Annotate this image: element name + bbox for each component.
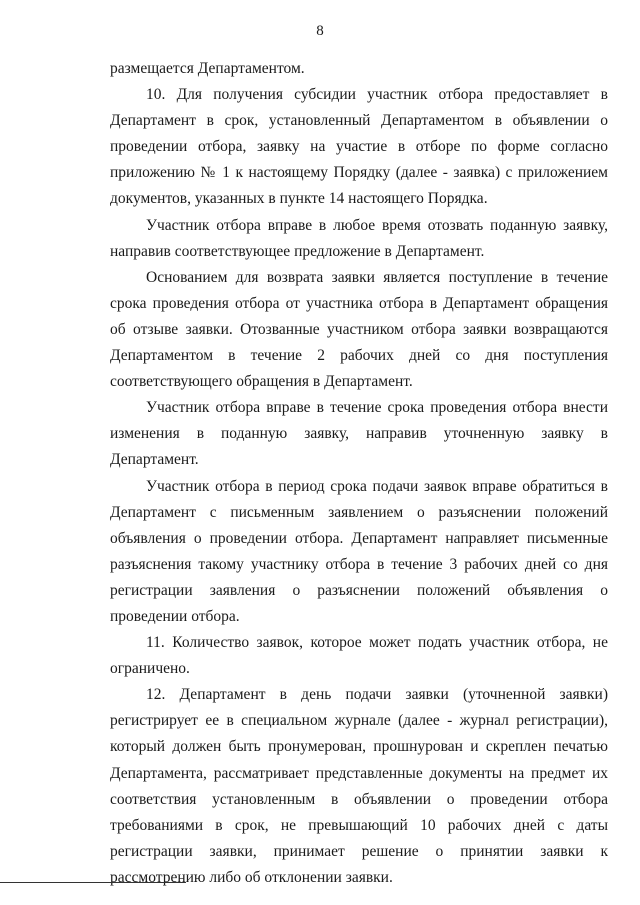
paragraph-withdraw-application: Участник отбора вправе в любое время отозвать поданную заявку, направив соответствующее предложение в Департамент.: [110, 216, 608, 260]
page-number: 8: [316, 23, 324, 39]
paragraph-item-11: 11. Количество заявок, которое может подать участник отбора, не ограничено.: [110, 634, 608, 678]
paragraph-item-12: 12. Департамент в день подачи заявки (уточненной заявки) регистрирует ее в специальном журнале (далее - журнал регистрации), который должен быть пронумерован, прошнурован и скреплен печатью Департамента, рассматривает представленные документы на предмет их соответствия установленным в объявлении о проведении отбора требованиями в срок, не превышающий 10 рабочих дней с даты регистрации заявки, принимает решение о принятии заявки к рассмотрению либо об отклонении заявки.: [110, 686, 608, 886]
paragraph-return-grounds: Основанием для возврата заявки является поступление в течение срока проведения отбора от участника отбора в Департамент обращения об отзыве заявки. Отозванные участником отбора заявки возвращаются Департаментом в течение 2 рабочих дней со дня поступления соответствующего обращения в Департамент.: [110, 268, 608, 391]
paragraph-clarification-request: Участник отбора в период срока подачи заявок вправе обратиться в Департамент с письменным заявлением о разъяснении положений объявления о проведении отбора. Департамент направляет письменные разъяснения такому участнику отбора в течение 3 рабочих дней со дня регистрации заявления о разъяснении положений объявления о проведении отбора.: [110, 477, 608, 625]
paragraph-item-10: 10. Для получения субсидии участник отбора предоставляет в Департамент в срок, установленный Департаментом в объявлении о проведении отбора, заявку на участие в отборе по форме согласно приложению № 1 к настоящему Порядку (далее - заявка) с приложением документов, указанных в пункте 14 настоящего Порядка.: [110, 86, 608, 208]
paragraph-continuation: размещается Департаментом.: [110, 60, 305, 77]
footer-divider: [0, 882, 186, 883]
document-body: [110, 56, 608, 891]
paragraph-amend-application: Участник отбора вправе в течение срока проведения отбора внести изменения в поданную заявку, направив уточненную заявку в Департамент.: [110, 399, 608, 469]
